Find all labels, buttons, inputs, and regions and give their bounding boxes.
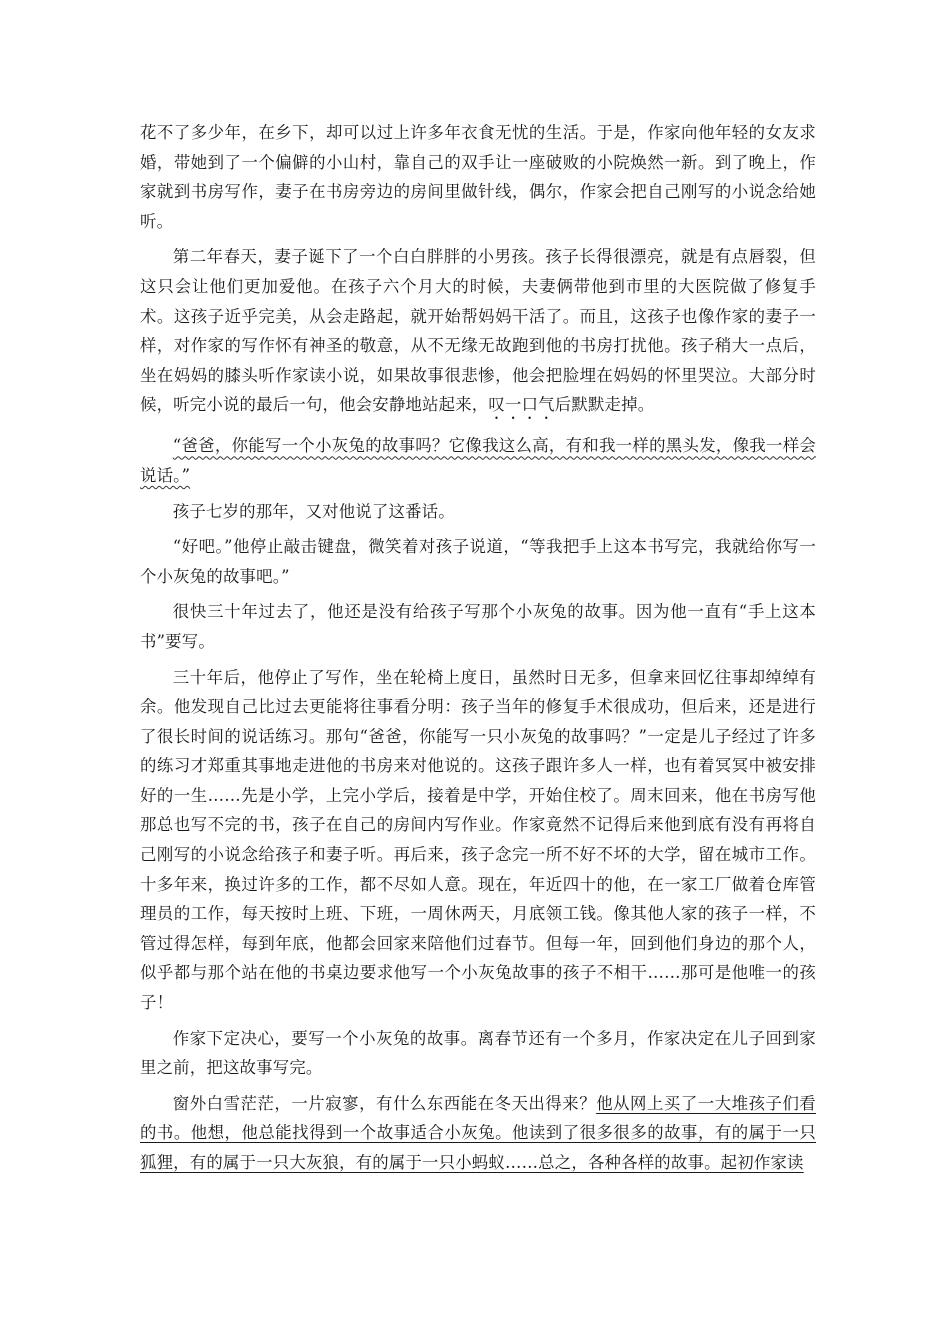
paragraph-8-text: 作家下定决心，要写一个小灰兔的故事。离春节还有一个多月，作家决定在儿子回到家里之前，把这故事写完。	[140, 1028, 816, 1078]
paragraph-7	[140, 663, 816, 1018]
paragraph-3	[140, 431, 816, 490]
paragraph-5	[140, 532, 816, 591]
paragraph-4-text: 孩子七岁的那年，又对他说了这番话。	[172, 501, 455, 521]
paragraph-5-text: “好吧。”他停止敲击键盘，微笑着对孩子说道，“等我把手上这本书写完，我就给你写一个小灰兔的故事吧。”	[140, 537, 816, 586]
paragraph-9-text: 窗外白雪茫茫，一片寂寥，有什么东西能在冬天出得来？	[172, 1093, 597, 1113]
dotted-emphasis-text: 叹一口气	[488, 395, 555, 415]
underlined-passage: 他从网上买了一大堆孩子们看的书。他想，他总能找得到一个故事适合小灰兔。他读到了很多很多的故事，有的属于一只狐狸，有的属于一只大灰狼，有的属于一只小蚂蚁……总之，各种各样的故事。起初作家读	[140, 1093, 817, 1172]
paragraph-4	[140, 497, 816, 527]
paragraph-1	[140, 118, 816, 236]
paragraph-1-text: 花不了多少年，在乡下，却可以过上许多年衣食无忧的生活。于是，作家向他年轻的女友求婚，带她到了一个偏僻的小山村，靠自己的双手让一座破败的小院焕然一新。到了晚上，作家就到书房写作，妻子在书房旁边的房间里做针线，偶尔，作家会把自己刚写的小说念给她听。	[140, 123, 816, 231]
paragraph-6-text: 很快三十年过去了，他还是没有给孩子写那个小灰兔的故事。因为他一直有“手上这本书”要写。	[140, 602, 816, 651]
paragraph-8	[140, 1024, 816, 1083]
paragraph-9	[140, 1089, 816, 1178]
paragraph-7-text: 三十年后，他停止了写作，坐在轮椅上度日，虽然时日无多，但拿来回忆往事却绰绰有余。他发现自己比过去更能将往事看分明：孩子当年的修复手术很成功，但后来，还是进行了很长时间的说话练习。那句“爸爸，你能写一只小灰兔的故事吗？”一定是儿子经过了许多的练习才郑重其事地走进他的书房来对他说的。这孩子跟许多人一样，也有着冥冥中被安排好的一生……先是小学，上完小学后，接着是中学，开始住校了。周末回来，他在书房写他那总也写不完的书，孩子在自己的房间内写作业。作家竟然不记得后来他到底有没有再将自己刚写的小说念给孩子和妻子听。再后来，孩子念完一所不好不坏的大学，留在城市工作。十多年来，换过许多的工作，都不尽如人意。现在，年近四十的他，在一家工厂做着仓库管理员的工作，每天按时上班、下班，一周休两天，月底领工钱。像其他人家的孩子一样，不管过得怎样，每到年底，他都会回家来陪他们过春节。但每一年，回到他们身边的那个人，似乎都与那个站在他的书桌边要求他写一个小灰兔故事的孩子不相干……那可是他唯一的孩子！	[140, 667, 816, 1013]
paragraph-6	[140, 597, 816, 656]
paragraph-2-text-end: 后默默走掉。	[554, 395, 655, 415]
document-page	[140, 118, 816, 1178]
wavy-underlined-quote: “爸爸，你能写一个小灰兔的故事吗？它像我这么高，有和我一样的黑头发，像我一样会说话。”	[140, 436, 816, 485]
paragraph-2	[140, 242, 816, 423]
paragraph-2-text: 第二年春天，妻子诞下了一个白白胖胖的小男孩。孩子长得很漂亮，就是有点唇裂，但这只会让他们更加爱他。在孩子六个月大的时候，夫妻俩带他到市里的大医院做了修复手术。这孩子近乎完美，从会走路起，就开始帮妈妈干活了。而且，这孩子也像作家的妻子一样，对作家的写作怀有神圣的敬意，从不无缘无故跑到他的书房打扰他。孩子稍大一点后，坐在妈妈的膝头听作家读小说，如果故事很悲惨，他会把脸埋在妈妈的怀里哭泣。大部分时候，听完小说的最后一句，他会安静地站起来，	[140, 247, 816, 415]
